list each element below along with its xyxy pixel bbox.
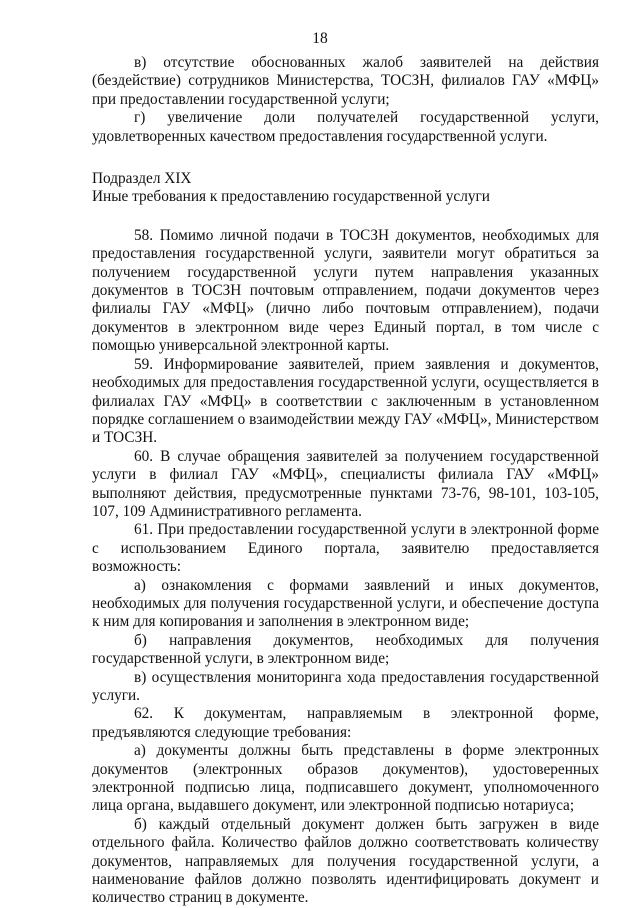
item-58: 58. Помимо личной подачи в ТОСЗН документов, необходимых для предоставления государственной услуги, заявители могут обратиться за получением государственной услуги путем направления указанных документов в ТОСЗН почтовым отправлением, подачи документов через филиалы ГАУ «МФЦ» (лично либо почтовым отправлением), подачи документов в электронном виде через Единый портал, в том числе с помощью универсальной электронной карты. xyxy=(92,226,599,355)
paragraph-criterion-g: г) увеличение доли получателей государственной услуги, удовлетворенных качеством предоставления государственной услуги. xyxy=(92,109,599,145)
item-60: 60. В случае обращения заявителей за получением государственной услуги в филиал ГАУ «МФЦ», специалисты филиала ГАУ «МФЦ» выполняют действия, предусмотренные пунктами 73-76, 98-101, 103-105, 107, 109 Административного регламента. xyxy=(92,447,599,520)
item-61: 61. При предоставлении государственной услуги в электронной форме с использованием Единого портала, заявителю предоставляется возможность: xyxy=(92,521,599,576)
subsection-subtitle: Иные требования к предоставлению государственной услуги xyxy=(92,188,490,206)
item-62-b: б) каждый отдельный документ должен быть загружен в виде отдельного файла. Количество файлов должно соответствовать количеству документов, направляемых для получения государственной услуги, а наименование файлов должно позволять идентифицировать документ и количество страниц в документе. xyxy=(92,815,599,907)
paragraph-criterion-v: в) отсутствие обоснованных жалоб заявителей на действия (бездействие) сотрудников Министерства, ТОСЗН, филиалов ГАУ «МФЦ» при предоставлении государственной услуги; xyxy=(92,54,599,108)
document-body xyxy=(92,54,599,908)
page-number: 18 xyxy=(312,30,328,47)
item-62-a: а) документы должны быть представлены в форме электронных документов (электронных образов документов), удостоверенных электронной подписью лица, подписавшего документ, уполномоченного лица органа, выдавшего документ, или электронной подписью нотариуса; xyxy=(92,742,599,815)
item-61-b: б) направления документов, необходимых для получения государственной услуги, в электронном виде; xyxy=(92,631,599,668)
item-62: 62. К документам, направляемым в электронной форме, предъявляются следующие требования: xyxy=(92,705,599,741)
item-61-a: а) ознакомления с формами заявлений и иных документов, необходимых для получения государственной услуги, и обеспечение доступа к ним для копирования и заполнения в электронном виде; xyxy=(92,576,599,631)
item-61-v: в) осуществления мониторинга хода предоставления государственной услуги. xyxy=(92,668,599,704)
spacer xyxy=(92,207,599,227)
subsection-title: Подраздел XIX xyxy=(92,170,192,188)
item-59: 59. Информирование заявителей, прием заявления и документов, необходимых для предоставления государственной услуги, осуществляется в филиалах ГАУ «МФЦ» в соответствии с заключенным в установленном порядке соглашением о взаимодействии между ГАУ «МФЦ», Министерством и ТОСЗН. xyxy=(92,355,599,447)
